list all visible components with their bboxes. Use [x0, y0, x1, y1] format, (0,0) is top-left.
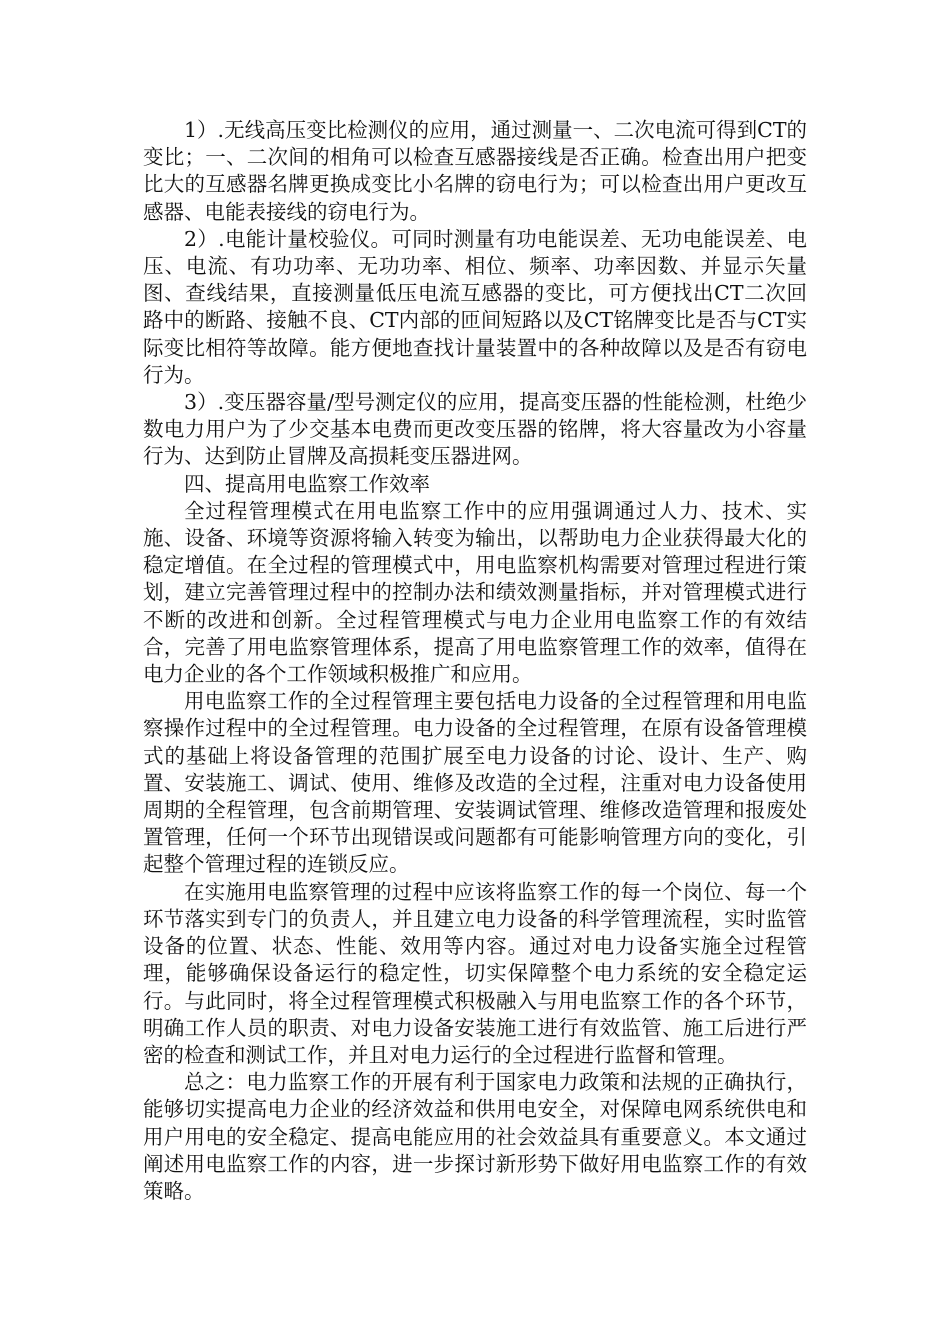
paragraph-energy-meter-calibrator: 2）.电能计量校验仪。可同时测量有功电能误差、无功电能误差、电压、电流、有功功率、无功功率、相位、频率、功率因数、并显示矢量图、查线结果，直接测量低压电流互感器的变比，可方便找出CT二次回路中的断路、接触不良、CT内部的匝间短路以及CT铭牌变比是否与CT实际变比相符等故障。能方便地查找计量装置中的各种故障以及是否有窃电行为。	[143, 226, 807, 387]
document-body	[143, 117, 807, 1205]
paragraph-implementation: 在实施用电监察管理的过程中应该将监察工作的每一个岗位、每一个环节落实到专门的负责人，并且建立电力设备的科学管理流程，实时监管设备的位置、状态、性能、效用等内容。通过对电力设备实施全过程管理，能够确保设备运行的稳定性，切实保障整个电力系统的安全稳定运行。与此同时，将全过程管理模式积极融入与用电监察工作的各个环节，明确工作人员的职责、对电力设备安装施工进行有效监管、施工后进行严密的检查和测试工作，并且对电力运行的全过程进行监督和管理。	[143, 879, 807, 1067]
paragraph-equipment-lifecycle: 用电监察工作的全过程管理主要包括电力设备的全过程管理和用电监察操作过程中的全过程管理。电力设备的全过程管理，在原有设备管理模式的基础上将设备管理的范围扩展至电力设备的讨论、设计、生产、购置、安装施工、调试、使用、维修及改造的全过程，注重对电力设备使用周期的全程管理，包含前期管理、安装调试管理、维修改造管理和报废处置管理，任何一个环节出现错误或问题都有可能影响管理方向的变化，引起整个管理过程的连锁反应。	[143, 689, 807, 877]
paragraph-wireless-ct-ratio-tester: 1）.无线高压变比检测仪的应用，通过测量一、二次电流可得到CT的变比；一、二次间的相角可以检查互感器接线是否正确。检查出用户把变比大的互感器名牌更换成变比小名牌的窃电行为；可以检查出用户更改互感器、电能表接线的窃电行为。	[143, 118, 807, 224]
paragraph-full-process-management: 全过程管理模式在用电监察工作中的应用强调通过人力、技术、实施、设备、环境等资源将输入转变为输出，以帮助电力企业获得最大化的稳定增值。在全过程的管理模式中，用电监察机构需要对管理过程进行策划，建立完善管理过程中的控制办法和绩效测量指标，并对管理模式进行不断的改进和创新。全过程管理模式与电力企业用电监察工作的有效结合，完善了用电监察管理体系，提高了用电监察管理工作的效率，值得在电力企业的各个工作领域积极推广和应用。	[143, 498, 807, 687]
paragraph-transformer-capacity-tester: 3）.变压器容量/型号测定仪的应用，提高变压器的性能检测，杜绝少数电力用户为了少交基本电费而更改变压器的铭牌，将大容量改为小容量行为、达到防止冒牌及高损耗变压器进网。	[143, 390, 807, 469]
section-heading: 四、提高用电监察工作效率	[184, 471, 430, 496]
paragraph-conclusion: 总之：电力监察工作的开展有利于国家电力政策和法规的正确执行，能够切实提高电力企业的经济效益和供用电安全，对保障电网系统供电和用户用电的安全稳定、提高电能应用的社会效益具有重要意义。本文通过阐述用电监察工作的内容，进一步探讨新形势下做好用电监察工作的有效策略。	[143, 1070, 807, 1203]
